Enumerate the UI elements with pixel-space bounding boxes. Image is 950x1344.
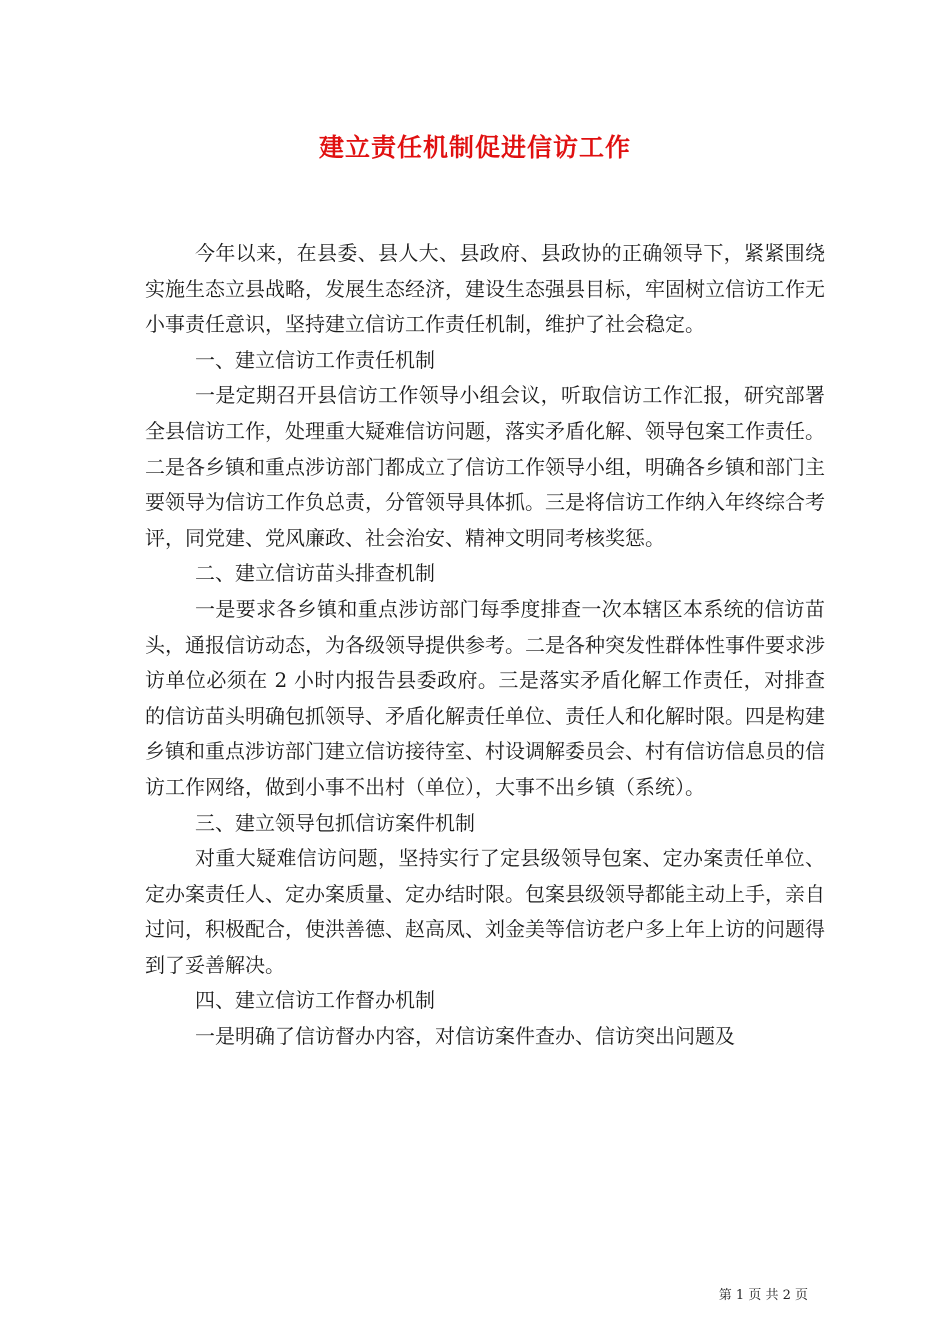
section-heading-4: 四、建立信访工作督办机制	[195, 988, 435, 1013]
paragraph-section-3: 对重大疑难信访问题，坚持实行了定县级领导包案、定办案责任单位、定办案责任人、定办案质量、定办结时限。包案县级领导都能主动上手，亲自过问，积极配合，使洪善德、赵高凤、刘金美等信访老户多上年上访的问题得到了妥善解决。	[145, 846, 825, 977]
section-heading-1: 一、建立信访工作责任机制	[195, 347, 435, 372]
paragraph-intro: 今年以来，在县委、县人大、县政府、县政协的正确领导下，紧紧围绕实施生态立县战略，发展生态经济，建设生态强县目标，牢固树立信访工作无小事责任意识，坚持建立信访工作责任机制，维护了社会稳定。	[145, 241, 825, 337]
page-number-footer: 第 1 页 共 2 页	[718, 1288, 808, 1303]
paragraph-section-4: 一是明确了信访督办内容，对信访案件查办、信访突出问题及	[195, 1024, 735, 1049]
paragraph-section-2: 一是要求各乡镇和重点涉访部门每季度排查一次本辖区本系统的信访苗头，通报信访动态，为各级领导提供参考。二是各种突发性群体性事件要求涉访单位必须在 2 小时内报告县委政府。三是落实矛盾化解工作责任，对排查的信访苗头明确包抓领导、矛盾化解责任单位、责任人和化解时限。四是构建乡镇和重点涉访部门建立信访接待室、村设调解委员会、村有信访信息员的信访工作网络，做到小事不出村（单位），大事不出乡镇（系统）。	[145, 596, 825, 799]
section-heading-3: 三、建立领导包抓信访案件机制	[195, 810, 475, 835]
document-body	[145, 236, 825, 1055]
section-heading-2: 二、建立信访苗头排查机制	[195, 561, 435, 586]
document-title: 建立责任机制促进信访工作	[318, 133, 631, 162]
paragraph-section-1: 一是定期召开县信访工作领导小组会议，听取信访工作汇报，研究部署全县信访工作，处理重大疑难信访问题，落实矛盾化解、领导包案工作责任。二是各乡镇和重点涉访部门都成立了信访工作领导小组，明确各乡镇和部门主要领导为信访工作负总责，分管领导具体抓。三是将信访工作纳入年终综合考评，同党建、党风廉政、社会治安、精神文明同考核奖惩。	[145, 383, 825, 550]
